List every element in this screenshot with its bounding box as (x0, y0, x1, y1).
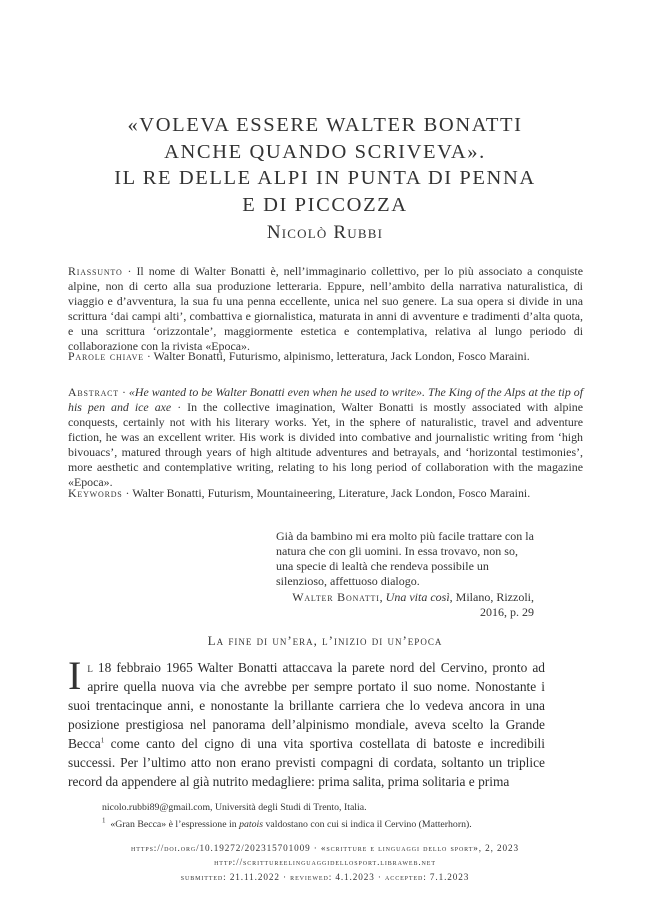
separator: · (143, 349, 154, 363)
keywords-label: Keywords (68, 486, 123, 500)
abstract-block (68, 385, 583, 490)
parole-chiave-label: Parole chiave (68, 349, 144, 363)
separator: · (122, 264, 137, 278)
body-paragraph (68, 653, 545, 791)
epigraph-author: Walter Bonatti (292, 590, 380, 604)
abstract-text: In the collective imagination, Walter Bonatti is mostly associated with alpine conquests, certainly not with his literary works. Yet, in the sphere of naturalistic, travel and adventure fiction, he was an excellent writer. His work is divided into combative and journalistic writing from ‘high bivouacs’, matured through years of high altitude adventures and betrayals, and ‘horizontal testimonies’, more aesthetic and contemplative writing, relating to his long period of collaboration with the magazine «Epoca». (68, 400, 583, 489)
article-author: Nicolò Rubbi (266, 222, 384, 243)
epigraph-quote: Già da bambino mi era molto più facile trattare con la natura che con gli uomini. In essa trovavo, non so, una specie di lealtà che rendeva possibile un silenzioso, affettuoso dialogo. (276, 529, 534, 588)
title-line: E DI PICCOZZA (242, 193, 408, 216)
title-line: IL RE DELLE ALPI IN PUNTA DI PENNA (114, 167, 536, 189)
parole-chiave-block (68, 349, 583, 364)
separator: · (171, 400, 188, 414)
separator: · (122, 486, 133, 500)
parole-chiave-text: Walter Bonatti, Futurismo, alpinismo, letteratura, Jack London, Fosco Maraini. (153, 349, 530, 363)
title-line: ANCHE QUANDO SCRIVEVA». (164, 140, 486, 163)
first-word: l (87, 660, 93, 675)
author-affiliation-note: nicolo.rubbi89@gmail.com, Università degli Studi di Trento, Italia. (102, 802, 367, 813)
footnote-1-marker: 1 (102, 816, 106, 825)
footnote-1-text: «Gran Becca» è l’espressione in (110, 819, 240, 830)
epigraph-source: , Milano, Rizzoli, 2016, p. 29 (449, 590, 534, 619)
title-line: «VOLEVA ESSERE WALTER BONATTI (127, 114, 523, 136)
epigraph-attribution: Walter Bonatti, Una vita così, Milano, Rizzoli, 2016, p. 29 (292, 590, 534, 619)
doi-line[interactable]: https://doi.org/10.19272/202315701009 · «scritture e linguaggi dello sport», 2, 2023 (130, 843, 520, 853)
section-heading: La fine di un’era, l’inizio di un’epoca (207, 633, 443, 648)
keywords-block (68, 486, 583, 501)
abstract-label: Abstract (68, 385, 119, 399)
separator: · (119, 385, 129, 399)
epigraph (276, 529, 534, 620)
body-text-part1: 18 febbraio 1965 Walter Bonatti attaccava la parete nord del Cervino, pronto ad aprire quella nuova via che avrebbe per sempre portato il suo nome. Nonostante i suoi trentacinque anni, e nonostante la brillante carriera che lo vedeva ancora in una posizione prestigiosa nel panorama dell’alpinismo mondiale, aveva scelto la Grande Becca (68, 660, 545, 751)
drop-cap: I (68, 653, 82, 698)
submission-dates: submitted: 21.11.2022 · reviewed: 4.1.2023 · accepted: 7.1.2023 (180, 872, 470, 882)
abstract-title: «He wanted to be Walter Bonatti even when he used to write». The King of the Alps at the tip of his pen and ice axe (68, 385, 584, 414)
footnote-marker[interactable]: 1 (100, 736, 105, 745)
footnote-1-italic: patois (239, 819, 264, 830)
riassunto-text: Il nome di Walter Bonatti è, nell’immaginario collettivo, per lo più associato a conquiste alpine, non di certo alla sua produzione letteraria. Eppure, nell’ambito della narrativa naturalistica, di viaggio e d’avventura, la sua fu una penna eccellente, unica nel suo genere. La sua opera si divide in una scrittura ‘dai campi alti’, combattiva e giornalistica, maturata in anni di avventure e tradimenti d’alta quota, e una scrittura ‘orizzontale’, maggiormente estetica e contemplativa, relativa al lungo periodo di collaborazione con la rivista «Epoca». (68, 264, 583, 353)
article-title (60, 112, 590, 218)
riassunto-label: Riassunto (68, 264, 123, 278)
journal-url[interactable]: http://scrittureelinguaggidellosport.libraweb.net (214, 857, 436, 867)
body-text-part2: come canto del cigno di una vita sportiva costellata di batoste e incredibili successi. Per l’ultimo atto non erano previsti compagni di cordata, soltanto un triplice record da appendere al già nutrito medagliere: prima salita, prima solitaria e prima (68, 736, 545, 789)
riassunto-block (68, 264, 583, 354)
footnote-1-text-end: valdostano con cui si indica il Cervino (Matterhorn). (263, 819, 472, 830)
keywords-text: Walter Bonatti, Futurism, Mountaineering, Literature, Jack London, Fosco Maraini. (132, 486, 531, 500)
footnote-1 (102, 818, 542, 831)
epigraph-work: Una vita così (385, 590, 450, 604)
